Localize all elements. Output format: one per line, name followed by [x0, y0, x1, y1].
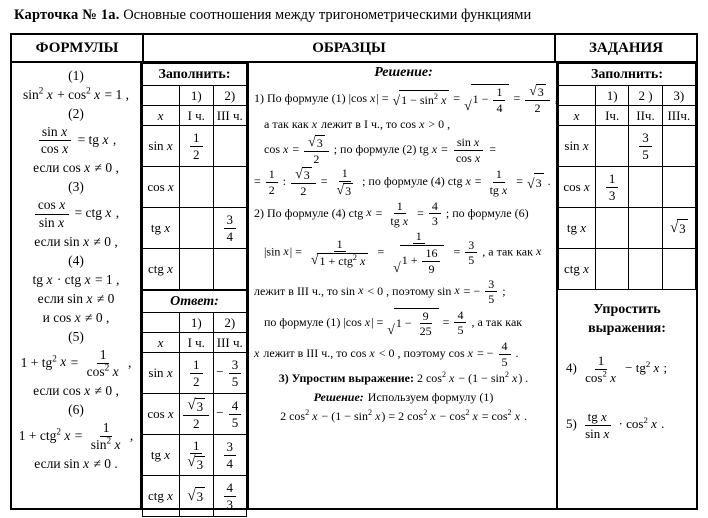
- formula-number: (2): [68, 106, 84, 121]
- answer-table-header-row: [143, 313, 247, 333]
- value-cell[interactable]: [629, 249, 662, 290]
- row-label: ctg x: [559, 249, 596, 290]
- formula-condition: если sin x ≠ 0: [37, 290, 115, 306]
- formula-number: (5): [68, 328, 84, 344]
- header-cell: Iч.: [596, 106, 629, 126]
- solution-line: 1) По формуле (1) |cos x| = √ $1 - \sin^2 x$ = √ 1 − $\frac{1}{4}$ = √ 3 2 ,: [254, 82, 558, 115]
- header-cell: 2 ): [629, 86, 662, 106]
- solution-line: лежит в III ч., то sin x < 0 , поэтому sin x = − $\frac{3}{5}$ ;: [254, 276, 506, 307]
- header-cell: III ч.: [213, 106, 247, 126]
- answer-table: [142, 290, 247, 517]
- header-cell: [559, 86, 596, 106]
- value-cell[interactable]: [629, 167, 662, 208]
- column-header-formulas: ФОРМУЛЫ: [35, 40, 119, 56]
- tasks-table-caption: Заполнить:: [559, 64, 696, 86]
- answer-table-subheader-row: [143, 333, 247, 353]
- formula-condition: и cos x ≠ 0 ,: [42, 309, 110, 325]
- table-row: [143, 353, 247, 394]
- table-row: [143, 126, 247, 167]
- row-label: cos x: [143, 394, 180, 435]
- value-cell[interactable]: [662, 126, 695, 167]
- formula-condition: если cos x ≠ 0 ,: [33, 160, 119, 176]
- page-title-number: Карточка № 1а.: [14, 7, 120, 23]
- value-cell[interactable]: [180, 208, 214, 249]
- table-row: [559, 126, 696, 167]
- value-cell[interactable]: [213, 249, 247, 290]
- row-label: tg x: [143, 208, 180, 249]
- value-cell: $\frac{4}{3}$: [213, 476, 247, 517]
- answer-table-caption: Ответ:: [143, 291, 247, 313]
- column-header-samples: ОБРАЗЦЫ: [142, 35, 556, 61]
- table-row: [143, 249, 247, 290]
- formula-line: tg x · ctg x = 1 ,: [32, 271, 120, 287]
- header-cell: III ч.: [213, 333, 247, 353]
- fill-table-caption: Заполнить:: [143, 64, 247, 86]
- formula-condition: если cos x ≠ 0 ,: [33, 383, 119, 399]
- header-cell: IIч.: [629, 106, 662, 126]
- formulas-column: [12, 63, 142, 508]
- row-label: cos x: [143, 167, 180, 208]
- header-cell: x: [143, 333, 180, 353]
- samples-column: [142, 63, 558, 512]
- value-cell[interactable]: $\frac{3}{5}$: [629, 126, 662, 167]
- solution-line: cos x = √ 3 2 ; по формуле (2) tg x = $\frac{\text{sin x}}{\text{cos x}}$ =: [264, 133, 496, 166]
- value-cell[interactable]: √ 3: [662, 208, 695, 249]
- formula-line: $\frac{\text{sin x}}{\text{cos x}}$ = tg x ,: [40, 124, 117, 157]
- value-cell: $\frac{3}{4}$: [213, 435, 247, 476]
- formula-line: 1 + ctg$^2$ x = $\frac{1}{\sin^2 x}$ ,: [18, 420, 134, 453]
- solution-line: 2) По формуле (4) ctg x = $\frac{1}{\text{tg x}}$ = $\frac{4}{3}$ ; по формуле (6): [254, 198, 529, 229]
- solution-caption: Решение:: [374, 65, 433, 80]
- table-row: [559, 167, 696, 208]
- value-cell[interactable]: [180, 249, 214, 290]
- formula-line: $\frac{\text{cos x}}{\text{sin x}}$ = ctg x ,: [12, 198, 140, 229]
- formula-condition: если sin x ≠ 0 ,: [34, 233, 118, 249]
- value-cell: $\frac{1}{2}$: [180, 353, 214, 394]
- row-label: sin x: [143, 353, 180, 394]
- table-row: [143, 167, 247, 208]
- solution-line: 2 $\cos^2 x - (1 - \sin^2 x) = 2$ $\cos^2 x - \cos^2 x = \cos^2 x$ .: [280, 408, 527, 424]
- tasks-fill-table: [558, 63, 696, 290]
- header-cell: 3): [662, 86, 695, 106]
- header-cell: I ч.: [180, 333, 214, 353]
- row-label: ctg x: [143, 476, 180, 517]
- solution-line: Решение: Используем формулу (1): [313, 390, 494, 405]
- row-label: cos x: [559, 167, 596, 208]
- value-cell[interactable]: [662, 249, 695, 290]
- value-cell[interactable]: [596, 249, 629, 290]
- tasks-table-subheader-row: [559, 106, 696, 126]
- formula-line: $\sin^2 x + \cos^2 x = 1$ ,: [23, 85, 129, 102]
- value-cell[interactable]: [213, 126, 247, 167]
- solution-area: [249, 63, 556, 508]
- formula-number: (6): [68, 402, 84, 418]
- row-label: sin x: [559, 126, 596, 167]
- value-cell[interactable]: [596, 208, 629, 249]
- header-cell: 1): [180, 313, 214, 333]
- column-header-tasks: ЗАДАНИЯ: [588, 40, 664, 56]
- table-row: [559, 208, 696, 249]
- column-headers-row: [12, 35, 696, 63]
- table-row: [143, 394, 247, 435]
- row-label: sin x: [143, 126, 180, 167]
- formula-number: (4): [68, 252, 84, 268]
- formula-line: $1 + tg^2$ x = $\frac{1}{\cos^2 x}$ ,: [20, 346, 132, 379]
- value-cell: − $\frac{4}{5}$: [213, 394, 247, 435]
- table-row: [143, 476, 247, 517]
- value-cell: 1 √ 3: [180, 435, 214, 476]
- header-cell: I ч.: [180, 106, 214, 126]
- row-label: tg x: [143, 435, 180, 476]
- header-cell: 2): [213, 313, 247, 333]
- fill-table-subheader-row: [143, 106, 247, 126]
- header-cell: [143, 86, 180, 106]
- value-cell: − $\frac{3}{5}$: [213, 353, 247, 394]
- table-body: [12, 63, 696, 512]
- solution-line: = $\frac{1}{2}$ : √ 3 2 = 1 √ 3 ; по формуле (4) ctg x = $\frac{1}{\text{tg x}}$ = √ 3 .: [254, 166, 551, 198]
- simplify-task: 4) $\frac{1}{\cos^2 x}$ − $tg^2$ x ;: [566, 353, 668, 385]
- value-cell[interactable]: [213, 167, 247, 208]
- solution-line: а так как x лежит в I ч., то cos x > 0 ,: [264, 117, 451, 132]
- formula-number: (3): [68, 179, 84, 195]
- samples-tables-subcolumn: [142, 63, 249, 512]
- value-cell: √ 3 2: [180, 394, 214, 435]
- value-cell[interactable]: $\frac{1}{2}$: [180, 126, 214, 167]
- value-cell[interactable]: [180, 167, 214, 208]
- tasks-table-header-row: [559, 86, 696, 106]
- value-cell[interactable]: [662, 167, 695, 208]
- value-cell[interactable]: [629, 208, 662, 249]
- solution-line: |sin x| = 1 √ 1 + ctg$^2$ x = 1 √ 1 + $\frac{16}{9}$ = $\frac{3}{5}$ , а так как x: [264, 228, 542, 276]
- table-row: [143, 208, 247, 249]
- header-cell: x: [559, 106, 596, 126]
- solution-line: 3) Упростим выражение: 2 $\cos^2 x - (1 - \sin^2 x)$ .: [278, 370, 529, 386]
- fill-table: [142, 63, 247, 290]
- solution-line: по формуле (1) |cos x| = √ 1 − $\frac{9}{25}$ = $\frac{4}{5}$ , а так как: [264, 307, 523, 339]
- tasks-column: [556, 63, 696, 508]
- page-title: [14, 7, 531, 24]
- solution-line: x лежит в III ч., то cos x < 0 , поэтому cos x = − $\frac{4}{5}$ .: [254, 338, 519, 369]
- value-cell: √ 3: [180, 476, 214, 517]
- header-cell: [143, 313, 180, 333]
- simplify-section: [558, 290, 696, 508]
- formula-number: (1): [68, 68, 84, 83]
- simplify-caption: Упростить выражения:: [588, 302, 666, 336]
- formula-condition: если sin x ≠ 0 .: [34, 456, 118, 472]
- page-title-text: Основные соотношения между тригонометрическими функциями: [119, 7, 532, 23]
- fill-table-header-row: [143, 86, 247, 106]
- header-cell: 1): [180, 86, 214, 106]
- simplify-task: 5) $\frac{\text{tg x}}{\text{sin x}}$ · $\cos^2 x$ .: [566, 409, 665, 441]
- header-cell: IIIч.: [662, 106, 695, 126]
- header-cell: 1): [596, 86, 629, 106]
- value-cell[interactable]: [596, 126, 629, 167]
- table-row: [143, 435, 247, 476]
- header-cell: 2): [213, 86, 247, 106]
- table-row: [559, 249, 696, 290]
- value-cell[interactable]: $\frac{3}{4}$: [213, 208, 247, 249]
- row-label: tg x: [559, 208, 596, 249]
- value-cell[interactable]: $\frac{1}{3}$: [596, 167, 629, 208]
- row-label: ctg x: [143, 249, 180, 290]
- worksheet-table: [10, 33, 698, 510]
- header-cell: x: [143, 106, 180, 126]
